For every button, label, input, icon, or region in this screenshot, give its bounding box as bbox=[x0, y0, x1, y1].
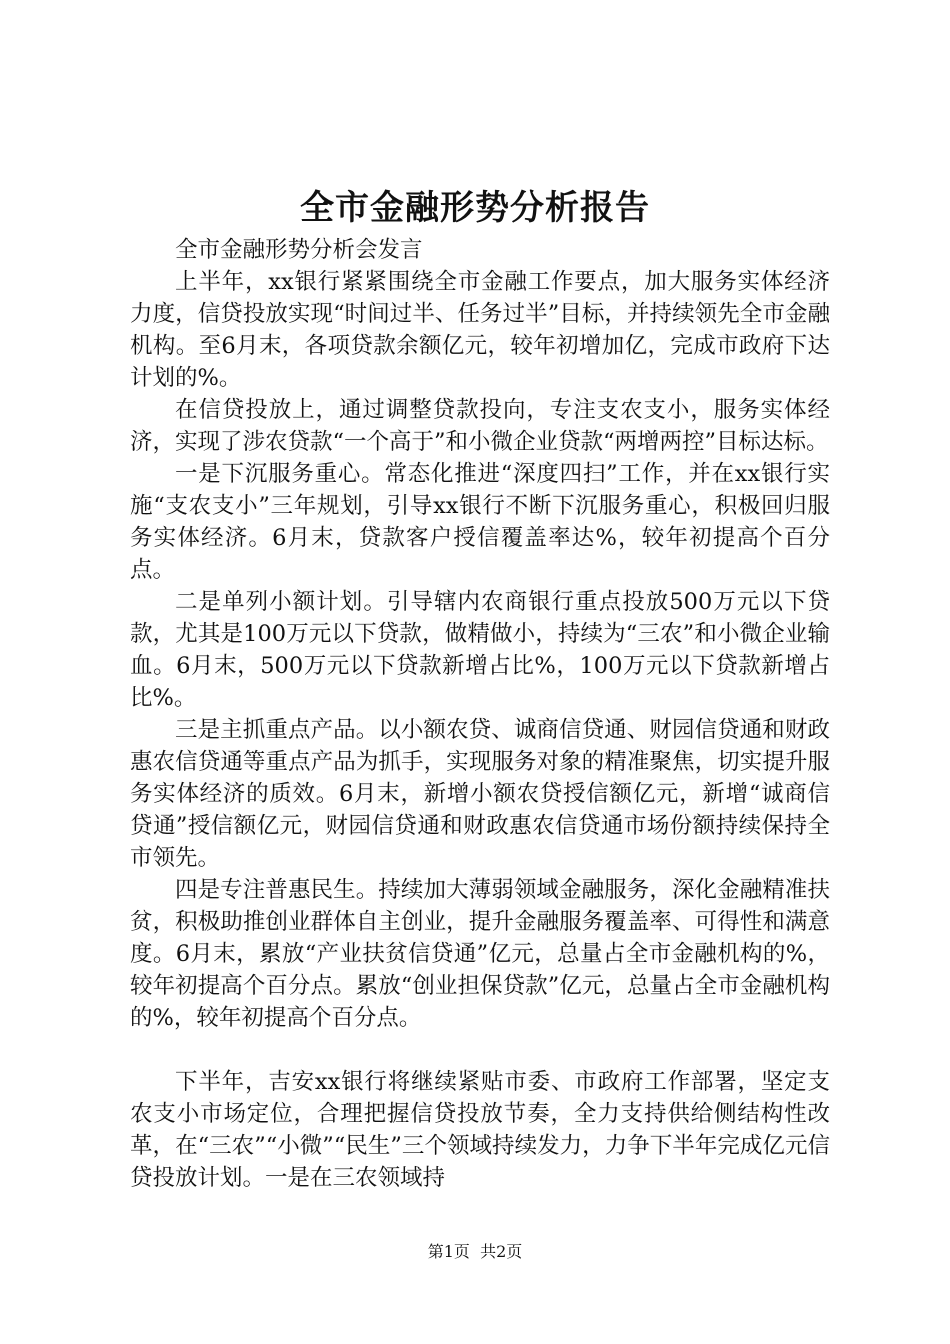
paragraph-point-two: 二是单列小额计划。引导辖内农商银行重点投放500万元以下贷款，尤其是100万元以下贷款，做精做小，持续为“三农”和小微企业输血。6月末，500万元以下贷款新增占比%，100万元以下贷款新增占比%。 bbox=[130, 589, 830, 711]
paragraph-spacer bbox=[130, 1034, 830, 1066]
paragraph-credit-allocation: 在信贷投放上，通过调整贷款投向，专注支农支小，服务实体经济，实现了涉农贷款“一个高于”和小微企业贷款“两增两控”目标达标。 bbox=[130, 397, 830, 455]
paragraph-point-one: 一是下沉服务重心。常态化推进“深度四扫”工作，并在xx银行实施“支农支小”三年规划，引导xx银行不断下沉服务重心，积极回归服务实体经济。6月末，贷款客户授信覆盖率达%，较年初提高个百分点。 bbox=[130, 461, 830, 583]
page-footer: 第1页 共2页 bbox=[427, 1242, 523, 1261]
paragraph-point-four: 四是专注普惠民生。持续加大薄弱领域金融服务，深化金融精准扶贫，积极助推创业群体自主创业，提升金融服务覆盖率、可得性和满意度。6月末，累放“产业扶贫信贷通”亿元，总量占全市金融机构的%，较年初提高个百分点。累放“创业担保贷款”亿元，总量占全市金融机构的%，较年初提高个百分点。 bbox=[130, 877, 830, 1031]
document-title: 全市金融形势分析报告 bbox=[300, 188, 650, 228]
paragraph-point-three: 三是主抓重点产品。以小额农贷、诚商信贷通、财园信贷通和财政惠农信贷通等重点产品为抓手，实现服务对象的精准聚焦，切实提升服务实体经济的质效。6月末，新增小额农贷授信额亿元，新增“诚商信贷通”授信额亿元，财园信贷通和财政惠农信贷通市场份额持续保持全市领先。 bbox=[130, 717, 830, 871]
paragraph-second-half-plan: 下半年，吉安xx银行将继续紧贴市委、市政府工作部署，坚定支农支小市场定位，合理把握信贷投放节奏，全力支持供给侧结构性改革，在“三农”“小微”“民生”三个领域持续发力，力争下半年完成亿元信贷投放计划。一是在三农领域持 bbox=[130, 1069, 830, 1191]
paragraph-subtitle: 全市金融形势分析会发言 bbox=[175, 237, 423, 263]
paragraph-first-half-summary: 上半年，xx银行紧紧围绕全市金融工作要点，加大服务实体经济力度，信贷投放实现“时间过半、任务过半”目标，并持续领先全市金融机构。至6月末，各项贷款余额亿元，较年初增加亿，完成市政府下达计划的%。 bbox=[130, 269, 830, 391]
document-body bbox=[130, 234, 830, 1194]
